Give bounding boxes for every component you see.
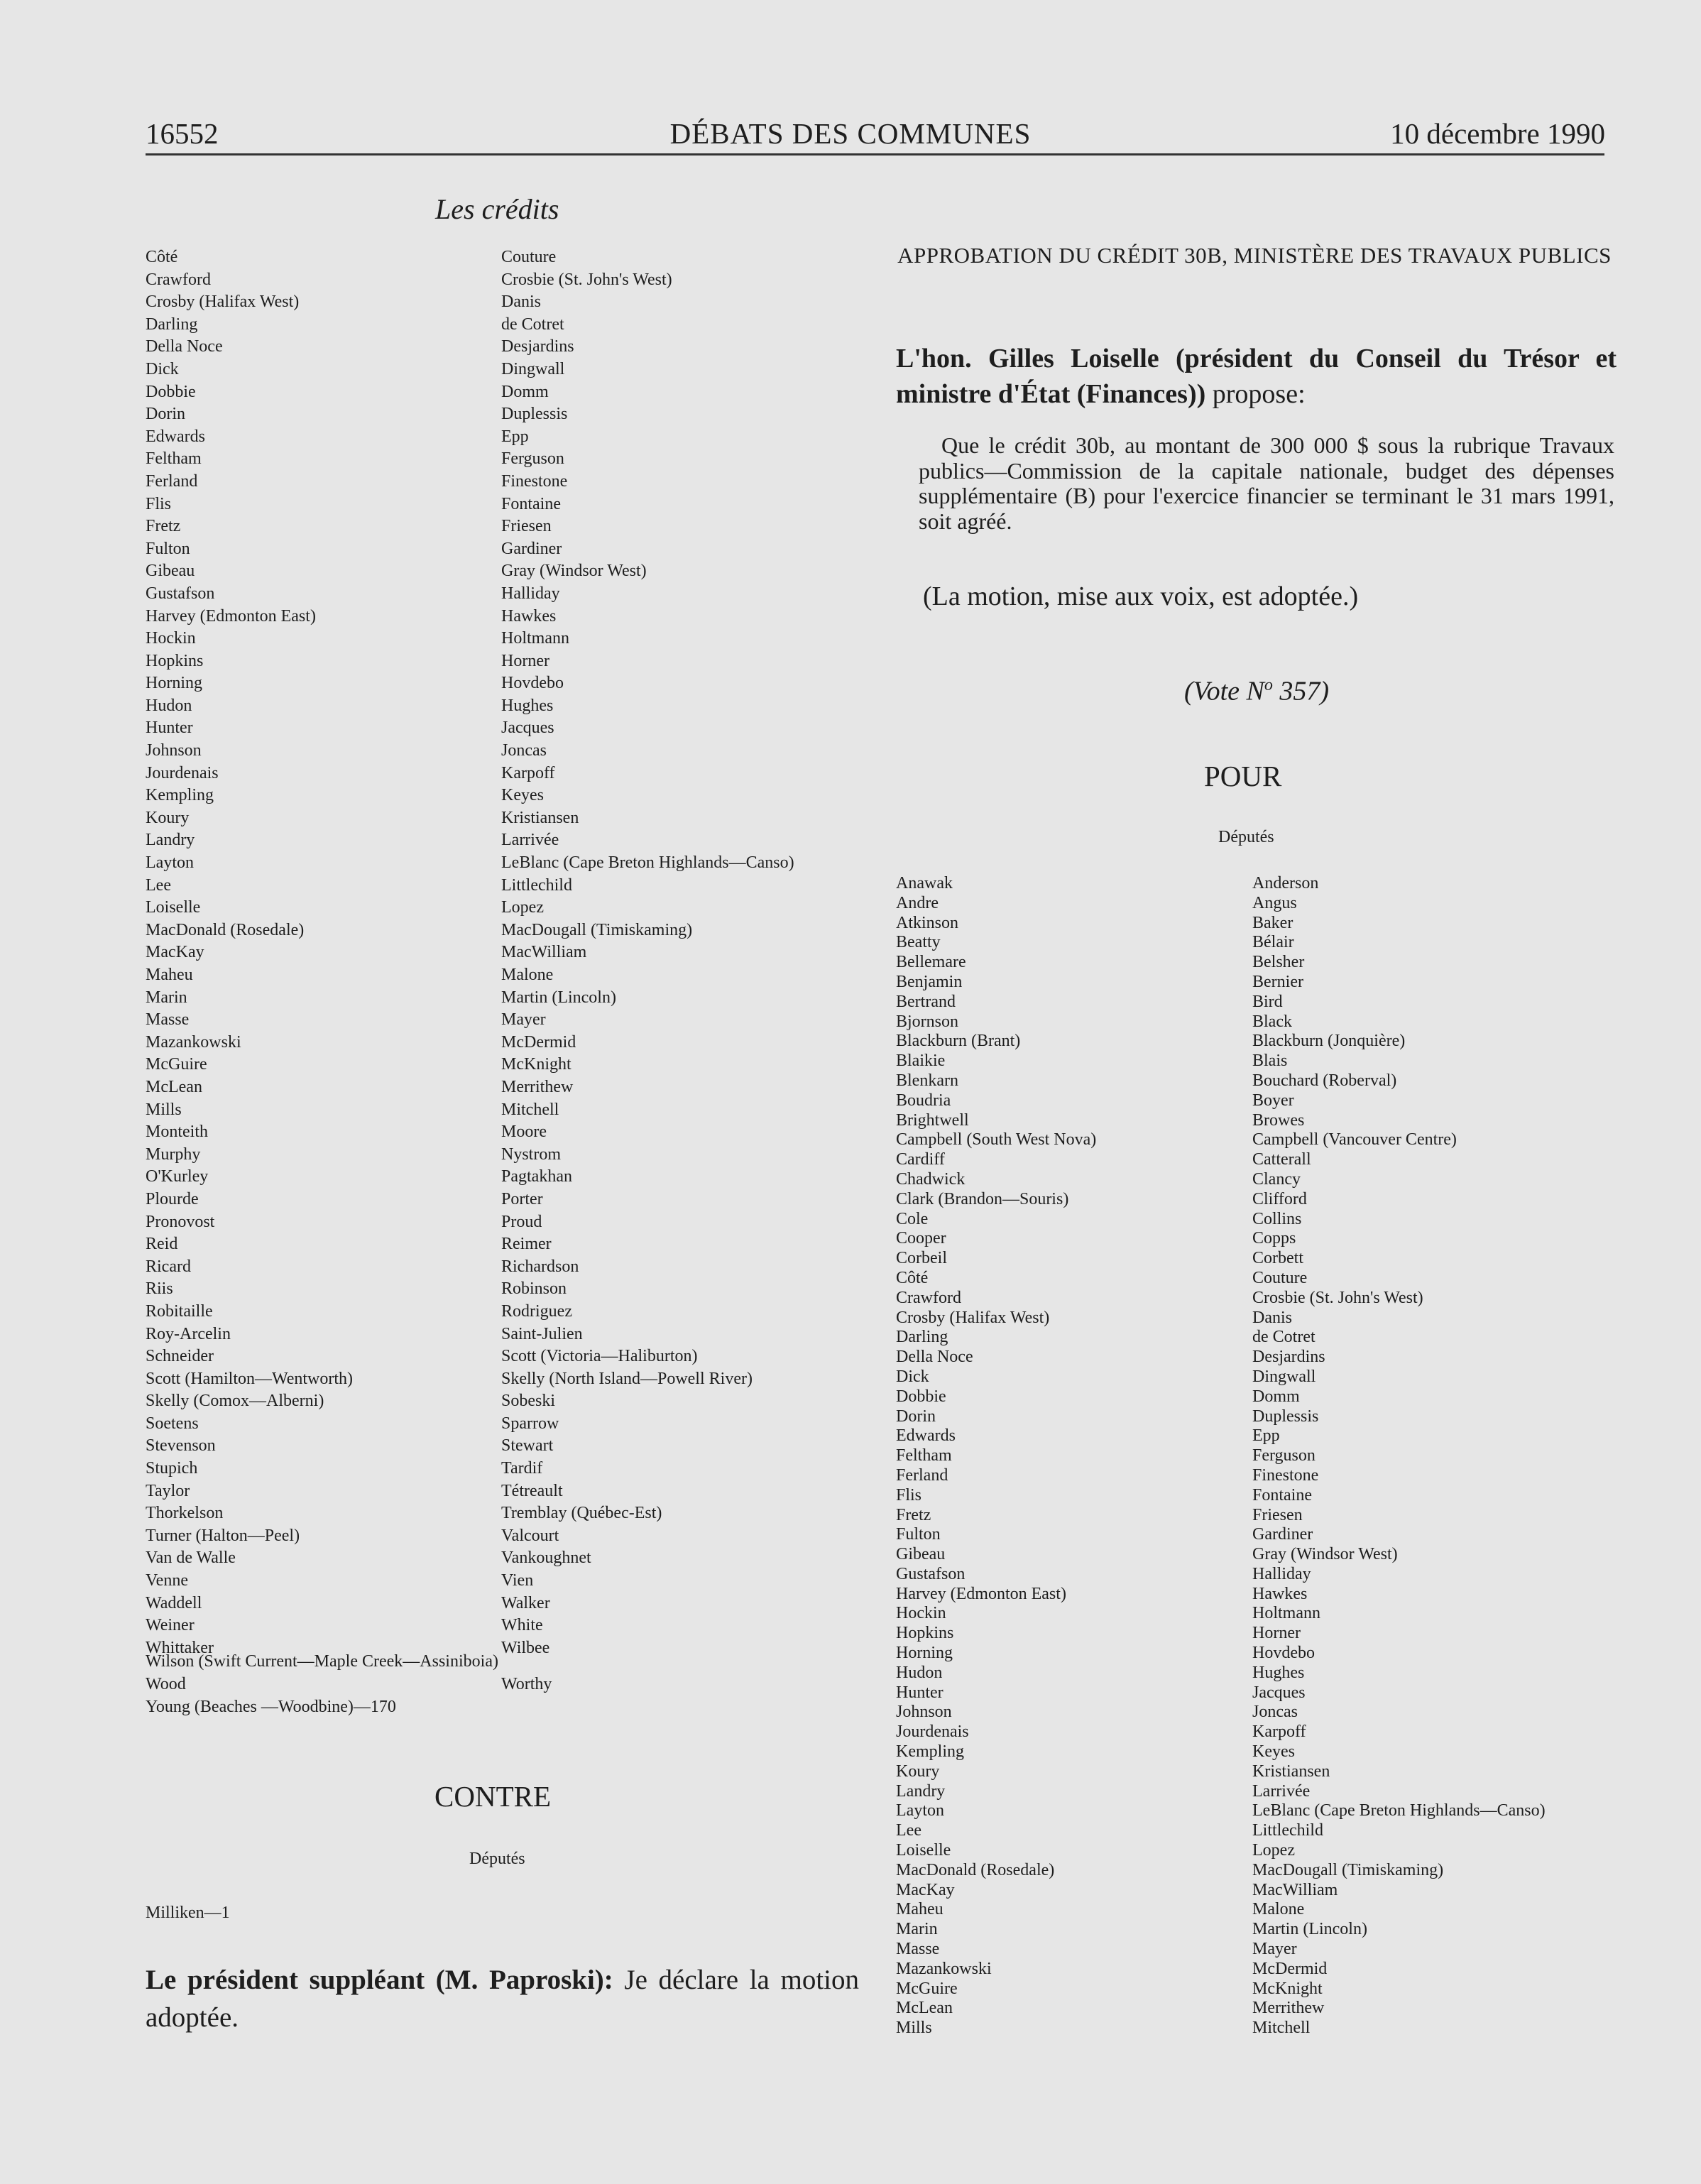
right-name-list-2 — [1252, 874, 1546, 2038]
list-item: Richardson — [501, 1257, 579, 1276]
list-item: Martin (Lincoln) — [501, 988, 616, 1007]
list-item: Schneider — [146, 1347, 214, 1366]
list-item: Lee — [146, 875, 171, 895]
list-item: Fontaine — [501, 494, 561, 513]
list-item: Moore — [501, 1123, 547, 1142]
list-item: MacDougall (Timiskaming) — [501, 920, 693, 939]
list-item: Hawkes — [501, 606, 557, 626]
list-item: Robitaille — [146, 1301, 213, 1321]
list-item: MacKay — [146, 943, 204, 962]
list-item: Côté — [896, 1268, 929, 1287]
list-item: LeBlanc (Cape Breton Highlands—Canso) — [1252, 1801, 1546, 1820]
list-item: Plourde — [146, 1189, 199, 1208]
list-item: Campbell (Vancouver Centre) — [1252, 1130, 1457, 1150]
list-item: Whittaker — [146, 1638, 214, 1657]
list-item: McKnight — [1252, 1979, 1323, 1998]
list-item: Dick — [146, 359, 179, 378]
list-item: Desjardins — [1252, 1348, 1325, 1367]
list-item: Lee — [896, 1821, 921, 1840]
contre-heading: CONTRE — [434, 1780, 551, 1813]
list-item: McDermid — [501, 1032, 576, 1052]
list-item: Dick — [896, 1367, 929, 1386]
list-item: Duplessis — [1252, 1407, 1319, 1426]
list-item: Edwards — [896, 1426, 956, 1446]
publication-date: 10 décembre 1990 — [1390, 117, 1605, 150]
vote-suffix: 357) — [1272, 676, 1330, 706]
list-item: Halliday — [1252, 1564, 1311, 1583]
list-item: Hovdebo — [501, 674, 564, 693]
list-item: Danis — [1252, 1308, 1292, 1327]
list-item: Proud — [501, 1212, 542, 1231]
list-item: Darling — [896, 1328, 948, 1347]
list-item: Hockin — [146, 629, 196, 648]
list-item: Kristiansen — [1252, 1762, 1330, 1781]
list-item: Finestone — [501, 471, 568, 491]
list-item: Flis — [896, 1485, 922, 1505]
approbation-heading: APPROBATION DU CRÉDIT 30B, MINISTÈRE DES TRAVAUX PUBLICS — [897, 243, 1612, 268]
pour-subheading: Députés — [1218, 828, 1274, 846]
list-item: Andre — [896, 893, 939, 912]
page-number: 16552 — [146, 117, 219, 150]
list-item: Hawkes — [1252, 1584, 1308, 1603]
list-item: Bertrand — [896, 992, 956, 1011]
list-item: Harvey (Edmonton East) — [146, 606, 316, 626]
list-item: Horner — [501, 651, 549, 670]
list-item: Hunter — [896, 1683, 944, 1702]
list-item: Bird — [1252, 992, 1283, 1011]
list-item: Stupich — [146, 1459, 198, 1478]
list-item: Bouchard (Roberval) — [1252, 1071, 1397, 1090]
list-item: Browes — [1252, 1110, 1305, 1130]
list-item: Côté — [146, 248, 178, 266]
list-item: McGuire — [146, 1055, 207, 1074]
list-item: Lopez — [501, 898, 544, 917]
list-item: Holtmann — [501, 629, 569, 648]
list-item: Ferguson — [1252, 1446, 1316, 1465]
list-item: Keyes — [501, 786, 544, 805]
list-item: Corbeil — [896, 1249, 947, 1268]
list-item: Jacques — [1252, 1683, 1306, 1702]
list-item: Jacques — [501, 719, 554, 738]
list-item: MacDonald (Rosedale) — [896, 1860, 1055, 1879]
list-item: Roy-Arcelin — [146, 1324, 231, 1343]
list-item: Wilbee — [501, 1638, 550, 1657]
list-item: Loiselle — [896, 1841, 951, 1860]
list-item: Brightwell — [896, 1110, 969, 1130]
list-item: Domm — [501, 382, 549, 401]
list-item: Dobbie — [146, 382, 196, 401]
list-item: Fretz — [896, 1505, 931, 1524]
list-item: Jourdenais — [146, 763, 219, 782]
list-item: Sobeski — [501, 1392, 556, 1411]
list-item: de Cotret — [501, 315, 564, 334]
list-item: Soetens — [146, 1414, 199, 1433]
right-name-list-1 — [896, 874, 1096, 2038]
list-item: Martin (Lincoln) — [1252, 1920, 1367, 1939]
list-item: Scott (Victoria—Haliburton) — [501, 1347, 698, 1366]
list-item: Friesen — [501, 517, 552, 536]
list-item: Robinson — [501, 1279, 567, 1299]
list-item: Wood — [146, 1675, 186, 1693]
list-item: Chadwick — [896, 1169, 966, 1189]
list-item: Koury — [146, 808, 190, 827]
list-item: Bellemare — [896, 953, 966, 972]
list-item: Dingwall — [1252, 1367, 1316, 1386]
list-item: Pronovost — [146, 1212, 215, 1231]
list-item: Black — [1252, 1012, 1292, 1031]
list-item: Horner — [1252, 1624, 1301, 1643]
list-item: Van de Walle — [146, 1549, 236, 1568]
list-item: Reid — [146, 1235, 178, 1254]
list-item: Couture — [501, 248, 557, 266]
list-item: Della Noce — [146, 337, 223, 356]
list-item: Marin — [146, 988, 187, 1007]
list-item: Crosbie (St. John's West) — [501, 270, 672, 289]
list-item: Catterall — [1252, 1150, 1311, 1169]
list-item: Hughes — [1252, 1663, 1305, 1682]
list-item: Hovdebo — [1252, 1644, 1315, 1663]
list-item: Fulton — [146, 539, 190, 558]
list-item: Mazankowski — [146, 1032, 241, 1052]
list-item: Dobbie — [896, 1387, 946, 1406]
list-item: Tremblay (Québec-Est) — [501, 1504, 662, 1523]
list-item: Blenkarn — [896, 1071, 958, 1090]
list-item: Della Noce — [896, 1348, 973, 1367]
list-item: Skelly (Comox—Alberni) — [146, 1392, 324, 1411]
list-item: Mills — [146, 1100, 182, 1119]
speaker-name: Le président suppléant (M. Paproski): — [146, 1965, 613, 1995]
list-item: Crosby (Halifax West) — [146, 293, 300, 312]
list-item: Vankoughnet — [501, 1549, 591, 1568]
list-item: Monteith — [146, 1123, 208, 1142]
list-item: Hockin — [896, 1604, 946, 1623]
list-item: Mayer — [501, 1010, 546, 1030]
list-item: Epp — [1252, 1426, 1280, 1446]
statement-text: Je déclare la motion adoptée. — [146, 1965, 859, 2033]
list-item: Murphy — [146, 1145, 201, 1164]
list-item: Kristiansen — [501, 808, 579, 827]
list-item: Koury — [896, 1762, 940, 1781]
list-item: Bernier — [1252, 972, 1303, 991]
list-item: Hudon — [146, 696, 192, 715]
list-item: Pagtakhan — [501, 1167, 572, 1186]
left-name-list-1 — [146, 246, 353, 1659]
list-item: Walker — [501, 1593, 550, 1612]
list-item: Valcourt — [501, 1526, 559, 1545]
list-item: Dingwall — [501, 359, 565, 378]
header-rule — [146, 153, 1604, 155]
list-item: Kempling — [146, 786, 214, 805]
list-item: Hughes — [501, 696, 554, 715]
list-item: Reimer — [501, 1235, 552, 1254]
list-item: Gustafson — [146, 584, 215, 603]
list-item: Nystrom — [501, 1145, 561, 1164]
list-item: Lopez — [1252, 1841, 1295, 1860]
contre-subheading: Députés — [469, 1850, 525, 1868]
list-item: Copps — [1252, 1229, 1296, 1248]
list-item: Anawak — [896, 874, 953, 892]
vote-superscript: o — [1264, 676, 1273, 694]
list-item: MacWilliam — [501, 943, 587, 962]
list-item: Holtmann — [1252, 1604, 1320, 1623]
list-item: Malone — [501, 966, 554, 984]
list-item: Mills — [896, 2019, 932, 2038]
list-item: Domm — [1252, 1387, 1300, 1406]
publication-title: DÉBATS DES COMMUNES — [669, 117, 1032, 150]
list-item: Hopkins — [146, 651, 204, 670]
list-item: Stevenson — [146, 1436, 216, 1456]
list-item: Gardiner — [1252, 1525, 1313, 1544]
list-item: Duplessis — [501, 405, 568, 424]
list-item: Joncas — [1252, 1703, 1298, 1722]
list-item: Mitchell — [1252, 2019, 1311, 2038]
list-item: Saint-Julien — [501, 1324, 583, 1343]
list-item: Crosbie (St. John's West) — [1252, 1288, 1423, 1307]
list-item: Blais — [1252, 1052, 1288, 1071]
list-item: Maheu — [896, 1900, 944, 1919]
list-item: Gibeau — [146, 562, 195, 581]
list-item: Waddell — [146, 1593, 202, 1612]
list-item: Wilson (Swift Current—Maple Creek—Assiniboia) — [146, 1652, 498, 1671]
list-item: Couture — [1252, 1268, 1308, 1287]
list-item: Johnson — [896, 1703, 952, 1722]
list-item: Weiner — [146, 1616, 195, 1635]
list-item: Johnson — [146, 741, 202, 760]
list-item: Benjamin — [896, 972, 963, 991]
list-item: Maheu — [146, 966, 193, 984]
list-item: Joncas — [501, 741, 547, 760]
list-item: Gray (Windsor West) — [1252, 1545, 1398, 1564]
list-item: Cole — [896, 1209, 929, 1228]
speaker-name: L'hon. Gilles Loiselle (président du Conseil du Trésor et ministre d'État (Finances)) — [896, 344, 1617, 409]
list-item: Mitchell — [501, 1100, 559, 1119]
statement-text: propose: — [1205, 379, 1306, 409]
list-item: Keyes — [1252, 1742, 1295, 1762]
list-item: Crawford — [896, 1288, 961, 1307]
list-item: Layton — [146, 853, 194, 873]
list-item: Skelly (North Island—Powell River) — [501, 1369, 753, 1388]
list-item: Landry — [896, 1781, 946, 1801]
list-item: Danis — [501, 293, 541, 312]
list-item: Merrithew — [501, 1077, 574, 1096]
list-item: Taylor — [146, 1481, 190, 1500]
list-item: MacDonald (Rosedale) — [146, 920, 305, 939]
list-item: Boudria — [896, 1091, 951, 1110]
list-item: Karpoff — [501, 763, 555, 782]
list-item: Epp — [501, 427, 529, 446]
list-item: Ferland — [896, 1465, 948, 1485]
list-item: Fretz — [146, 517, 181, 536]
list-item: Desjardins — [501, 337, 574, 356]
list-item: Blackburn (Jonquière) — [1252, 1032, 1406, 1051]
list-item: Cardiff — [896, 1150, 945, 1169]
list-item: Corbett — [1252, 1249, 1303, 1268]
list-item: Gibeau — [896, 1545, 946, 1564]
list-item: Hunter — [146, 719, 193, 738]
list-item: de Cotret — [1252, 1328, 1316, 1347]
list-item: Atkinson — [896, 913, 959, 932]
list-item: Flis — [146, 494, 172, 513]
list-item: Littlechild — [501, 875, 572, 895]
list-item: Horning — [896, 1644, 953, 1663]
list-item: MacWilliam — [1252, 1880, 1338, 1899]
list-item: McLean — [146, 1077, 202, 1096]
list-item: Darling — [146, 315, 198, 334]
list-item: Kempling — [896, 1742, 964, 1762]
list-item: MacDougall (Timiskaming) — [1252, 1860, 1444, 1879]
list-item: Fontaine — [1252, 1485, 1312, 1505]
list-item: Turner (Halton—Peel) — [146, 1526, 300, 1545]
list-item: Loiselle — [146, 898, 201, 917]
list-item: McLean — [896, 1999, 953, 2018]
list-item: O'Kurley — [146, 1167, 209, 1186]
list-item: Bjornson — [896, 1012, 959, 1031]
list-item: Tardif — [501, 1459, 543, 1478]
list-item: Worthy — [501, 1675, 552, 1693]
list-item: Hudon — [896, 1663, 943, 1682]
list-item: Clark (Brandon—Souris) — [896, 1189, 1069, 1208]
list-item: McDermid — [1252, 1959, 1328, 1978]
list-item: Masse — [896, 1940, 940, 1959]
list-item: McKnight — [501, 1055, 571, 1074]
list-item: MacKay — [896, 1880, 955, 1899]
pour-heading: POUR — [1204, 760, 1282, 792]
list-item: Masse — [146, 1010, 190, 1030]
list-item: Vien — [501, 1571, 534, 1590]
list-item: Bélair — [1252, 933, 1294, 952]
list-item: Gray (Windsor West) — [501, 562, 647, 581]
list-item: LeBlanc (Cape Breton Highlands—Canso) — [501, 853, 794, 873]
list-item: Collins — [1252, 1209, 1302, 1228]
loiselle-statement — [896, 341, 1617, 412]
list-item: Campbell (South West Nova) — [896, 1130, 1097, 1150]
list-item: Jourdenais — [896, 1722, 969, 1742]
list-item: Edwards — [146, 427, 205, 446]
section-title: Les crédits — [435, 193, 559, 225]
list-item: Blaikie — [896, 1052, 946, 1071]
list-item: Dorin — [146, 405, 185, 424]
list-item: Layton — [896, 1801, 944, 1820]
list-item: Clifford — [1252, 1189, 1307, 1208]
list-item: Blackburn (Brant) — [896, 1032, 1021, 1051]
list-item: Scott (Hamilton—Wentworth) — [146, 1369, 354, 1388]
list-item: Landry — [146, 831, 195, 850]
list-item: Thorkelson — [146, 1504, 224, 1523]
list-item: Cooper — [896, 1229, 946, 1248]
left-name-list-2 — [501, 246, 794, 1659]
list-item: Baker — [1252, 913, 1293, 932]
vote-total-line: Young (Beaches —Woodbine)—170 — [146, 1698, 396, 1716]
list-item: Fulton — [896, 1525, 941, 1544]
list-item: Belsher — [1252, 953, 1305, 972]
list-item: Ricard — [146, 1257, 191, 1276]
list-item: Angus — [1252, 893, 1297, 912]
list-item: Ferland — [146, 471, 198, 491]
list-item: Feltham — [896, 1446, 952, 1465]
list-item: Rodriguez — [501, 1301, 572, 1321]
list-item: Merrithew — [1252, 1999, 1325, 2018]
list-item: Gustafson — [896, 1564, 966, 1583]
list-item: Clancy — [1252, 1169, 1301, 1189]
list-item: Anderson — [1252, 874, 1319, 892]
list-item: Stewart — [501, 1436, 554, 1456]
list-item: Beatty — [896, 933, 941, 952]
list-item: White — [501, 1616, 543, 1635]
president-statement — [146, 1961, 859, 2036]
list-item: Mazankowski — [896, 1959, 992, 1978]
motion-result: (La motion, mise aux voix, est adoptée.) — [923, 582, 1359, 611]
list-item: Larrivée — [501, 831, 559, 850]
list-item: Littlechild — [1252, 1821, 1323, 1840]
list-item: Gardiner — [501, 539, 562, 558]
motion-text: Que le crédit 30b, au montant de 300 000 $ sous la rubrique Travaux publics—Commission de la capitale nationale, budget des dépenses supplémentaire (B) pour l'exercice financier se terminant le 31 mars 1991, soit agréé. — [919, 432, 1614, 534]
list-item: Tétreault — [501, 1481, 563, 1500]
list-item: Crawford — [146, 270, 211, 289]
list-item: Feltham — [146, 449, 202, 469]
list-item: Friesen — [1252, 1505, 1303, 1524]
list-item: Ferguson — [501, 449, 564, 469]
list-item: Hopkins — [896, 1624, 954, 1643]
list-item: Marin — [896, 1920, 938, 1939]
list-item: Harvey (Edmonton East) — [896, 1584, 1066, 1603]
list-item: Malone — [1252, 1900, 1305, 1919]
list-item: Crosby (Halifax West) — [896, 1308, 1050, 1327]
list-item: Dorin — [896, 1407, 936, 1426]
list-item: Riis — [146, 1279, 173, 1299]
list-item: McGuire — [896, 1979, 958, 1998]
list-item: Karpoff — [1252, 1722, 1306, 1742]
vote-prefix: (Vote N — [1183, 676, 1264, 706]
list-item: Porter — [501, 1189, 543, 1208]
list-item: Mayer — [1252, 1940, 1297, 1959]
contre-name-list: Milliken—1 — [146, 1904, 230, 1922]
list-item: Venne — [146, 1571, 188, 1590]
list-item: Finestone — [1252, 1465, 1319, 1485]
list-item: Horning — [146, 674, 202, 693]
list-item: Sparrow — [501, 1414, 559, 1433]
list-item: Boyer — [1252, 1091, 1294, 1110]
list-item: Larrivée — [1252, 1781, 1311, 1801]
list-item: Halliday — [501, 584, 560, 603]
